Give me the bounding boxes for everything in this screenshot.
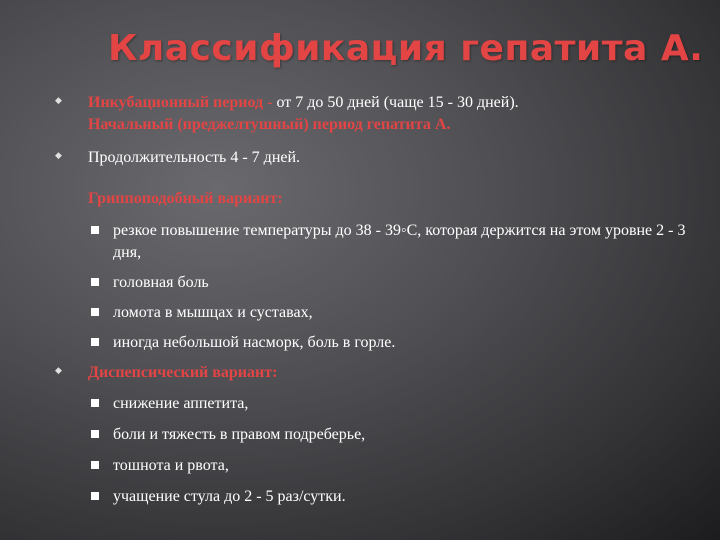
bullet-duration <box>55 147 695 210</box>
square-bullet-icon <box>91 308 99 316</box>
duration-text: Продолжительность 4 - 7 дней. <box>88 149 301 166</box>
slide-body <box>55 92 695 508</box>
square-bullet-icon <box>91 338 99 346</box>
square-bullet-icon <box>91 492 99 500</box>
diamond-bullet-icon <box>55 96 63 104</box>
flu-variant-heading: Гриппоподобный вариант: <box>88 190 283 207</box>
diamond-bullet-icon <box>55 366 63 374</box>
dyspeptic-item-text: боли и тяжесть в правом подреберье, <box>113 426 366 443</box>
flu-item-text: головная боль <box>113 274 209 291</box>
bullet-dyspeptic <box>55 362 695 384</box>
initial-period-label: Начальный (преджелтушный) период гепатита А. <box>88 116 451 133</box>
flu-item <box>55 220 695 264</box>
flu-item-text: иногда небольшой насморк, боль в горле. <box>113 334 396 351</box>
dyspeptic-item-text: тошнота и рвота, <box>113 457 229 474</box>
flu-item-text: ломота в мышцах и суставах, <box>113 304 313 321</box>
diamond-bullet-icon <box>55 151 63 159</box>
dyspeptic-item-text: снижение аппетита, <box>113 395 249 412</box>
flu-item <box>55 272 695 294</box>
square-bullet-icon <box>91 461 99 469</box>
square-bullet-icon <box>91 399 99 407</box>
incubation-label: Инкубационный период <box>88 94 264 111</box>
dyspeptic-item-text: учащение стула до 2 - 5 раз/сутки. <box>113 488 346 505</box>
flu-item <box>55 332 695 354</box>
dyspeptic-item <box>55 393 695 415</box>
dyspeptic-item <box>55 455 695 477</box>
bullet-incubation <box>55 92 695 136</box>
slide-title: Классификация гепатита А. <box>108 28 704 69</box>
incubation-separator: - <box>263 94 277 111</box>
square-bullet-icon <box>91 278 99 286</box>
incubation-text: от 7 до 50 дней (чаще 15 - 30 дней). <box>276 94 519 111</box>
flu-item <box>55 302 695 324</box>
dyspeptic-item <box>55 424 695 446</box>
square-bullet-icon <box>91 430 99 438</box>
flu-item-text: резкое повышение температуры до 38 - 39◦С, которая держится на этом уровне 2 - 3 дня, <box>113 222 686 261</box>
dyspeptic-variant-heading: Диспепсический вариант: <box>88 364 278 381</box>
dyspeptic-item <box>55 486 695 508</box>
square-bullet-icon <box>91 226 99 234</box>
